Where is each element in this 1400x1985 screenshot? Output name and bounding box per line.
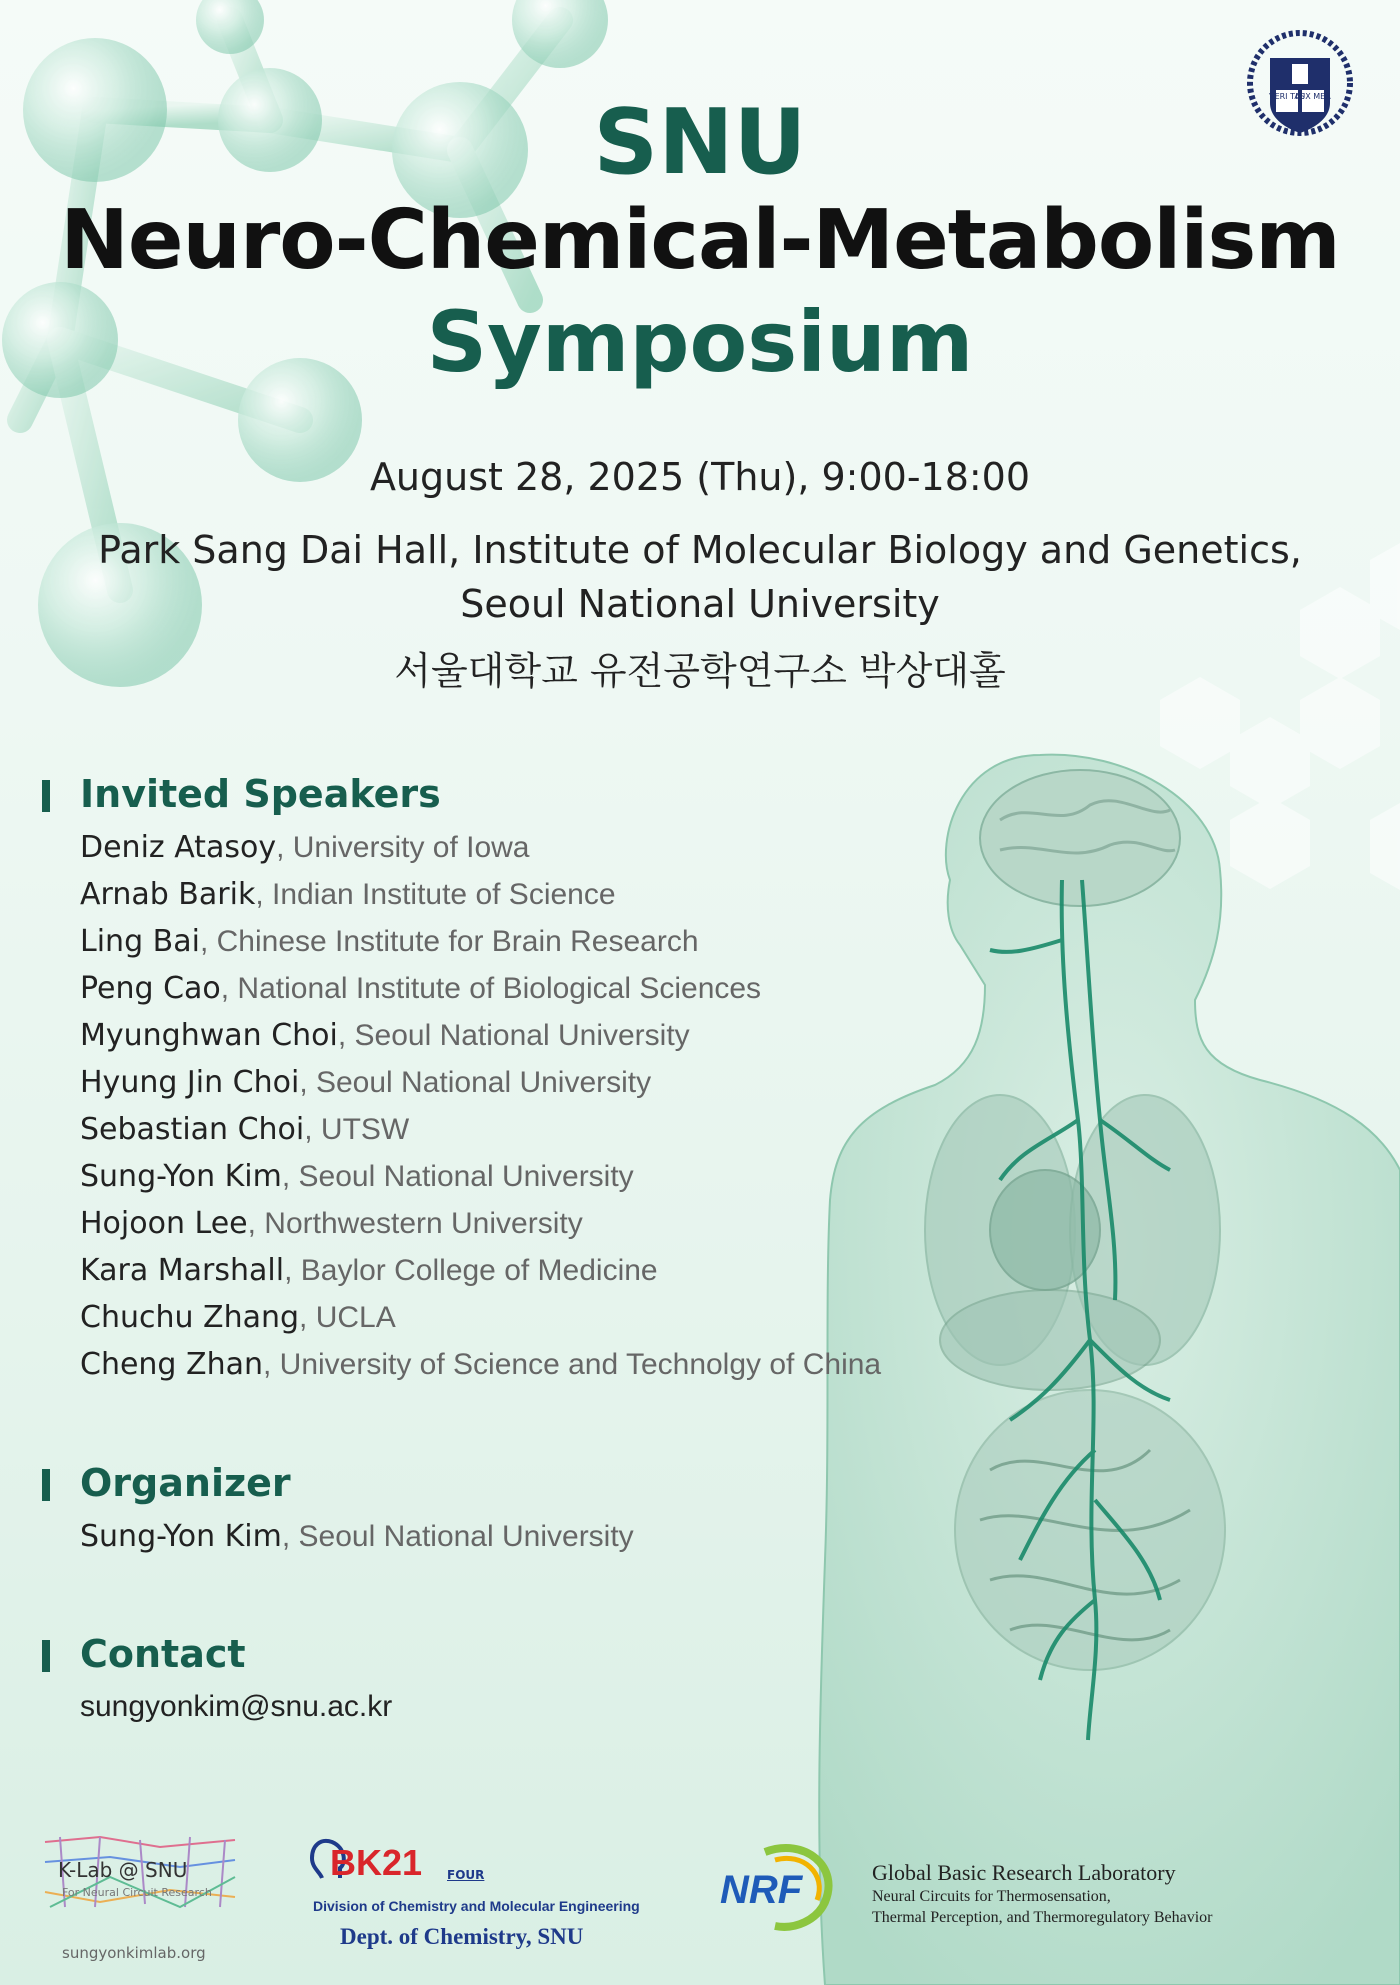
grl-line-2: Thermal Perception, and Thermoregulatory Behavior	[872, 1909, 1213, 1926]
organizer-name: Sung-Yon Kim	[80, 1519, 282, 1554]
seal-motto-right: LUX MEA	[1295, 92, 1331, 101]
speaker-name: Deniz Atasoy	[80, 830, 277, 865]
speaker-name: Peng Cao	[80, 971, 221, 1006]
speaker-name: Sebastian Choi	[80, 1112, 305, 1147]
speaker-item	[80, 1018, 690, 1053]
bk21-four: FOUR	[447, 1868, 485, 1882]
speaker-affiliation: , UTSW	[304, 1113, 410, 1146]
speaker-affiliation: , Seoul National University	[299, 1066, 652, 1099]
speaker-item	[80, 1206, 583, 1241]
speaker-affiliation: , Chinese Institute for Brain Research	[199, 925, 699, 958]
speaker-name: Myunghwan Choi	[80, 1018, 338, 1053]
speaker-name: Hojoon Lee	[80, 1206, 248, 1241]
klab-subtitle: For Neural Circuit Research	[62, 1886, 212, 1899]
speaker-affiliation: , Seoul National University	[281, 1160, 634, 1193]
speaker-affiliation: , University of Iowa	[276, 831, 530, 864]
venue-line-1: Park Sang Dai Hall, Institute of Molecular Biology and Genetics,	[98, 528, 1302, 572]
title-snu: SNU	[593, 90, 807, 195]
speaker-item	[80, 1065, 651, 1100]
speaker-item	[80, 877, 616, 912]
speaker-name: Hyung Jin Choi	[80, 1065, 300, 1100]
grl-line-1: Neural Circuits for Thermosensation,	[872, 1888, 1111, 1905]
bk21-logo-text: BK21	[330, 1842, 423, 1883]
anatomy-figure	[819, 755, 1400, 1985]
title-main: Neuro-Chemical-Metabolism	[60, 193, 1340, 288]
speaker-name: Arnab Barik	[80, 877, 256, 912]
klab-url[interactable]: sungyonkimlab.org	[62, 1944, 206, 1962]
speaker-name: Kara Marshall	[80, 1253, 285, 1288]
speaker-affiliation: , National Institute of Biological Sciences	[220, 972, 762, 1005]
speaker-item	[80, 1112, 409, 1147]
organizer-heading: Organizer	[80, 1461, 291, 1505]
speaker-affiliation: , UCLA	[299, 1301, 396, 1334]
speaker-item	[80, 1300, 396, 1335]
klab-name: K-Lab @ SNU	[58, 1858, 188, 1882]
invited-speakers-heading: Invited Speakers	[80, 772, 441, 816]
speaker-affiliation: , Indian Institute of Science	[255, 878, 616, 911]
speaker-item	[80, 971, 761, 1006]
speaker-item	[80, 1159, 634, 1194]
speaker-item	[80, 830, 530, 865]
section-bar	[42, 780, 50, 812]
organizer-affiliation: , Seoul National University	[281, 1520, 634, 1553]
organizer-item	[80, 1519, 634, 1554]
speaker-affiliation: , Northwestern University	[247, 1207, 583, 1240]
venue-korean: 서울대학교 유전공학연구소 박상대홀	[394, 649, 1006, 693]
section-bar	[42, 1469, 50, 1501]
speaker-affiliation: , University of Science and Technolgy of China	[262, 1348, 882, 1381]
speaker-item	[80, 924, 699, 959]
speaker-name: Cheng Zhan	[80, 1347, 263, 1382]
speaker-item	[80, 1253, 658, 1288]
bk21-dept: Dept. of Chemistry, SNU	[340, 1924, 584, 1949]
seal-motto-left: VERI TAS	[1269, 92, 1305, 101]
event-date: August 28, 2025 (Thu), 9:00-18:00	[369, 455, 1031, 499]
section-bar	[42, 1640, 50, 1672]
title-symposium: Symposium	[426, 293, 974, 391]
contact-email[interactable]: sungyonkim@snu.ac.kr	[80, 1690, 393, 1723]
speaker-item	[80, 1347, 881, 1382]
venue-line-2: Seoul National University	[460, 582, 940, 626]
speaker-name: Ling Bai	[80, 924, 200, 959]
speaker-name: Sung-Yon Kim	[80, 1159, 282, 1194]
speaker-affiliation: , Baylor College of Medicine	[284, 1254, 658, 1287]
contact-heading: Contact	[80, 1632, 246, 1676]
bk21-division: Division of Chemistry and Molecular Engineering	[313, 1898, 640, 1914]
speaker-name: Chuchu Zhang	[80, 1300, 300, 1335]
speaker-affiliation: , Seoul National University	[337, 1019, 690, 1052]
grl-title: Global Basic Research Laboratory	[872, 1860, 1176, 1885]
nrf-logo-text: NRF	[720, 1868, 803, 1912]
